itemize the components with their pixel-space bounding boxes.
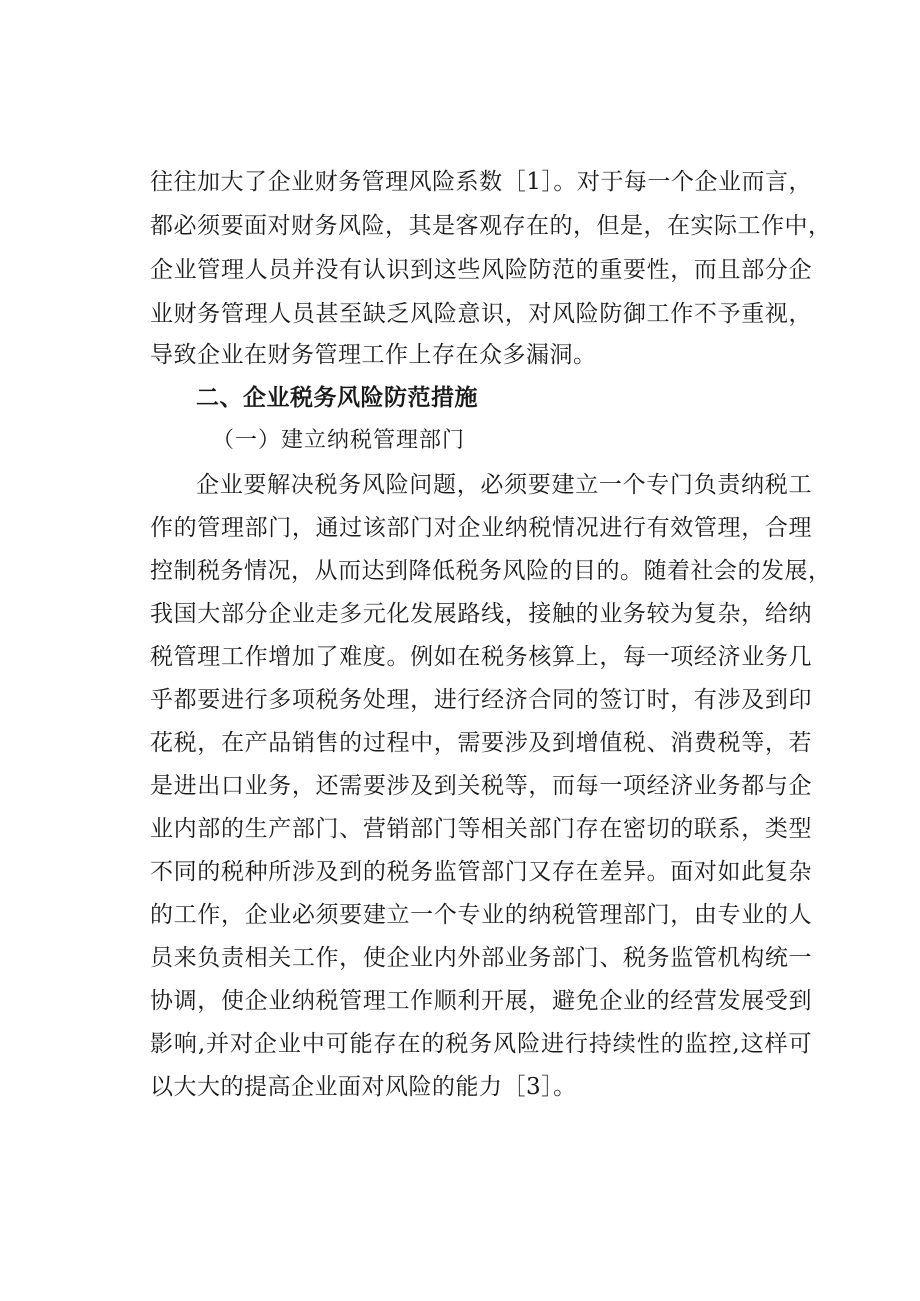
paragraph-1-line-1: 往往加大了企业财务管理风险系数［1］。对于每一个企业而言， xyxy=(150,169,812,195)
paragraph-2-line-14: 影响,并对企业中可能存在的税务风险进行持续性的监控,这样可 xyxy=(150,1031,812,1057)
paragraph-2-line-3: 控制税务情况，从而达到降低税务风险的目的。随着社会的发展， xyxy=(150,558,832,584)
paragraph-1-line-5: 导致企业在财务管理工作上存在众多漏洞。 xyxy=(150,342,597,368)
paragraph-2-line-11: 的工作，企业必须要建立一个专业的纳税管理部门，由专业的人 xyxy=(150,902,812,928)
paragraph-2-line-8: 是进出口业务，还需要涉及到关税等，而每一项经济业务都与企 xyxy=(150,773,812,799)
paragraph-2-line-9: 业内部的生产部门、营销部门等相关部门存在密切的联系，类型 xyxy=(150,816,812,842)
paragraph-1-line-4: 业财务管理人员甚至缺乏风险意识，对风险防御工作不予重视， xyxy=(150,301,812,327)
paragraph-2-line-4: 我国大部分企业走多元化发展路线，接触的业务较为复杂，给纳 xyxy=(150,601,812,627)
paragraph-1-line-3: 企业管理人员并没有认识到这些风险防范的重要性，而且部分企 xyxy=(150,257,812,283)
paragraph-2-line-7: 花税，在产品销售的过程中，需要涉及到增值税、消费税等，若 xyxy=(150,730,812,756)
paragraph-2-line-2: 作的管理部门，通过该部门对企业纳税情况进行有效管理，合理 xyxy=(150,515,812,541)
paragraph-2-line-13: 协调，使企业纳税管理工作顺利开展，避免企业的经营发展受到 xyxy=(150,988,812,1014)
subsection-heading: （一）建立纳税管理部门 xyxy=(212,428,466,453)
paragraph-2-line-12: 员来负责相关工作，使企业内外部业务部门、税务监管机构统一 xyxy=(150,945,812,971)
section-heading: 二、企业税务风险防范措施 xyxy=(196,385,478,411)
paragraph-2-line-1: 企业要解决税务风险问题，必须要建立一个专门负责纳税工 xyxy=(196,472,812,498)
paragraph-2-line-10: 不同的税种所涉及到的税务监管部门又存在差异。面对如此复杂 xyxy=(150,859,812,885)
paragraph-2-line-5: 税管理工作增加了难度。例如在税务核算上，每一项经济业务几 xyxy=(150,644,812,670)
paragraph-1-line-2: 都必须要面对财务风险，其是客观存在的，但是，在实际工作中， xyxy=(150,213,832,239)
paragraph-2-line-6: 乎都要进行多项税务处理，进行经济合同的签订时，有涉及到印 xyxy=(150,687,812,713)
paragraph-2-line-15: 以大大的提高企业面对风险的能力［3］。 xyxy=(150,1074,577,1100)
